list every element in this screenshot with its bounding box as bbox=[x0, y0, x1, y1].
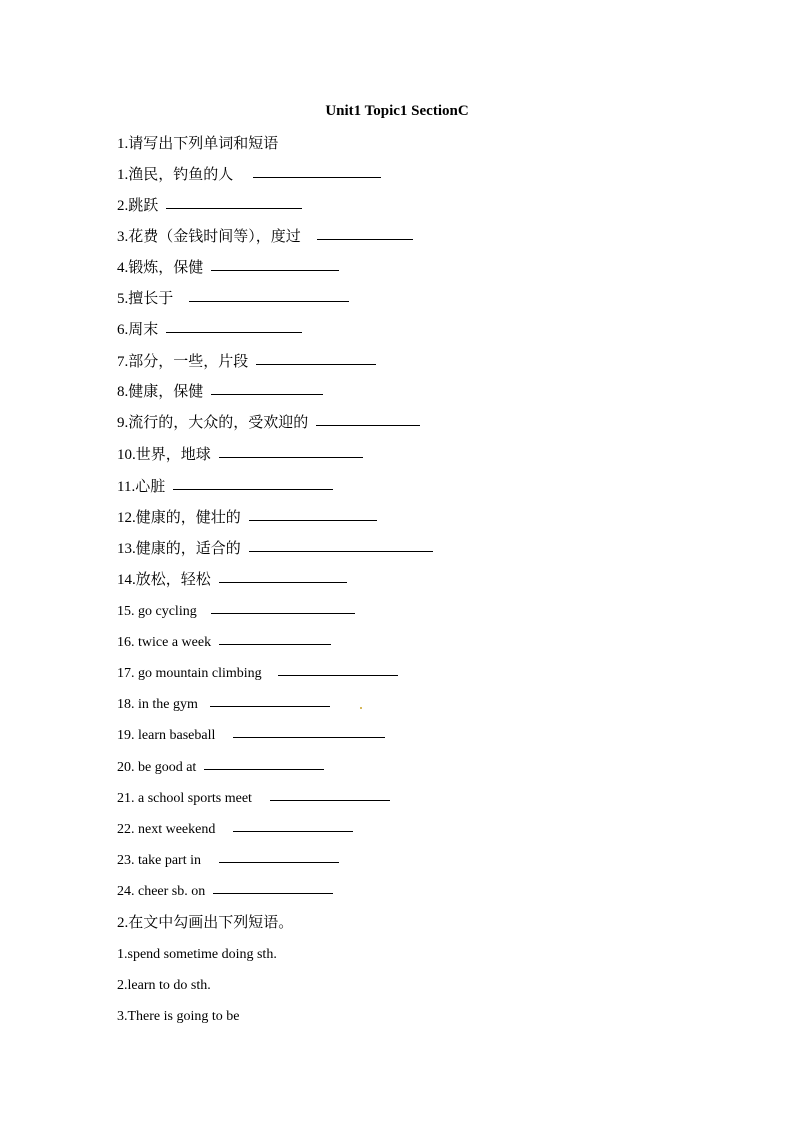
answer-blank[interactable] bbox=[249, 551, 433, 552]
answer-blank[interactable] bbox=[166, 332, 302, 333]
answer-blank[interactable] bbox=[211, 613, 355, 614]
answer-blank[interactable] bbox=[233, 737, 385, 738]
phrase-to-underline: 2.learn to do sth. bbox=[117, 978, 211, 993]
answer-blank[interactable] bbox=[233, 831, 353, 832]
section-heading: 2.在文中勾画出下列短语。 bbox=[117, 915, 294, 931]
answer-blank[interactable] bbox=[278, 675, 398, 676]
phrase-item: 21. a school sports meet bbox=[117, 789, 390, 809]
answer-blank[interactable] bbox=[317, 239, 413, 240]
phrase-item: 23. take part in bbox=[117, 851, 339, 871]
answer-blank[interactable] bbox=[219, 457, 363, 458]
phrase-to-underline: 1.spend sometime doing sth. bbox=[117, 947, 277, 962]
answer-blank[interactable] bbox=[211, 270, 339, 271]
phrase-item: 15. go cycling bbox=[117, 602, 355, 622]
answer-blank[interactable] bbox=[166, 208, 302, 209]
vocab-item: 13.健康的，适合的 bbox=[117, 539, 433, 559]
phrase-to-underline: 3.There is going to be bbox=[117, 1009, 240, 1024]
answer-blank[interactable] bbox=[249, 520, 377, 521]
answer-blank[interactable] bbox=[173, 489, 333, 490]
answer-blank[interactable] bbox=[219, 862, 339, 863]
vocab-item: 1.渔民，钓鱼的人 bbox=[117, 165, 381, 185]
answer-blank[interactable] bbox=[253, 177, 381, 178]
answer-blank[interactable] bbox=[270, 800, 390, 801]
phrase-item: 18. in the gym bbox=[117, 695, 330, 715]
vocab-item: 14.放松，轻松 bbox=[117, 570, 347, 590]
answer-blank[interactable] bbox=[316, 425, 420, 426]
page-title: Unit1 Topic1 SectionC bbox=[325, 103, 469, 119]
answer-blank[interactable] bbox=[219, 644, 331, 645]
vocab-item: 9.流行的，大众的，受欢迎的 bbox=[117, 413, 420, 433]
vocab-item: 3.花费（金钱时间等），度过 bbox=[117, 227, 413, 247]
answer-blank[interactable] bbox=[219, 582, 347, 583]
answer-blank[interactable] bbox=[213, 893, 333, 894]
section-heading: 1.请写出下列单词和短语 bbox=[117, 136, 279, 152]
phrase-item: 19. learn baseball bbox=[117, 726, 385, 746]
vocab-item: 10.世界，地球 bbox=[117, 445, 363, 465]
vocab-item: 11.心脏 bbox=[117, 477, 333, 497]
answer-blank[interactable] bbox=[189, 301, 349, 302]
phrase-item: 20. be good at bbox=[117, 758, 324, 778]
vocab-item: 6.周末 bbox=[117, 320, 302, 340]
vocab-item: 8.健康，保健 bbox=[117, 382, 323, 402]
answer-blank[interactable] bbox=[256, 364, 376, 365]
phrase-item: 16. twice a week bbox=[117, 633, 331, 653]
stray-mark bbox=[360, 707, 362, 709]
vocab-item: 2.跳跃 bbox=[117, 196, 302, 216]
answer-blank[interactable] bbox=[210, 706, 330, 707]
phrase-item: 17. go mountain climbing bbox=[117, 664, 398, 684]
vocab-item: 5.擅长于 bbox=[117, 289, 349, 309]
vocab-item: 7.部分，一些，片段 bbox=[117, 352, 376, 372]
answer-blank[interactable] bbox=[204, 769, 324, 770]
answer-blank[interactable] bbox=[211, 394, 323, 395]
phrase-item: 22. next weekend bbox=[117, 820, 353, 840]
vocab-item: 4.锻炼，保健 bbox=[117, 258, 339, 278]
vocab-item: 12.健康的，健壮的 bbox=[117, 508, 377, 528]
phrase-item: 24. cheer sb. on bbox=[117, 882, 333, 902]
